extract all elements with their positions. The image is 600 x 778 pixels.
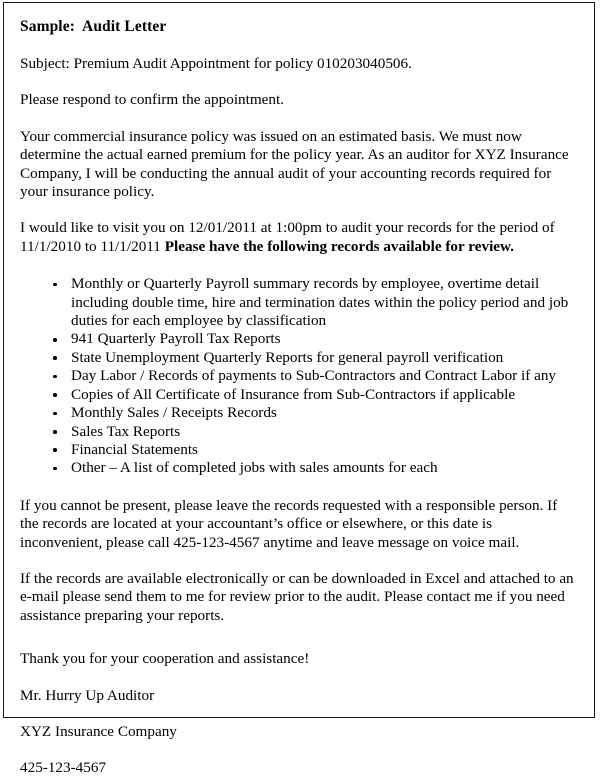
signature-phone: 425-123-4567 — [20, 759, 107, 777]
bullet-icon — [53, 448, 57, 452]
list-item — [20, 275, 583, 330]
list-item — [20, 330, 583, 348]
absence-paragraph: If you cannot be present, please leave the records requested with a responsible person. If the records are located at your accountant’s office or elsewhere, or this date is inconvenient, please call 425-123-4567 anytime and leave message on voice mail. — [20, 496, 558, 551]
spacer — [20, 741, 583, 759]
list-item — [20, 441, 583, 459]
bullet-icon — [53, 467, 57, 471]
spacer — [20, 110, 583, 128]
spacer — [20, 705, 583, 723]
spacer — [20, 669, 583, 687]
list-item-label: Copies of All Certificate of Insurance from Sub-Contractors if applicable — [71, 385, 516, 403]
list-item-label: Monthly or Quarterly Payroll summary records by employee, overtime detail including double time, hire and termination dates within the policy period and job duties for each employee by classification — [71, 275, 569, 330]
spacer — [20, 625, 583, 650]
subject-line: Subject: Premium Audit Appointment for policy 010203040506. — [20, 55, 412, 72]
bullet-icon — [53, 430, 57, 434]
list-item — [20, 459, 583, 477]
list-item — [20, 423, 583, 441]
bullet-icon — [53, 356, 57, 360]
bullet-icon — [53, 375, 57, 379]
spacer — [20, 36, 583, 55]
records-available-emphasis: Please have the following records available for review. — [164, 237, 514, 255]
spacer — [20, 73, 583, 91]
spacer — [20, 478, 583, 497]
bullet-icon — [53, 338, 57, 342]
list-item — [20, 349, 583, 367]
closing-line: Thank you for your cooperation and assistance! — [20, 650, 310, 668]
spacer — [20, 256, 583, 275]
bullet-icon — [53, 283, 57, 287]
intro-paragraph: Your commercial insurance policy was issued on an estimated basis. We must now determine the actual earned premium for the policy year. As an auditor for XYZ Insurance Company, I will be conducting the annual audit of your accounting records required for your insurance policy. — [20, 127, 569, 201]
list-item — [20, 404, 583, 422]
spacer — [20, 201, 583, 219]
list-item — [20, 386, 583, 404]
list-item-label: Other – A list of completed jobs with sales amounts for each — [71, 459, 438, 477]
spacer — [20, 552, 583, 570]
list-item-label: Sales Tax Reports — [71, 422, 181, 440]
signature-company: XYZ Insurance Company — [20, 722, 177, 740]
list-item-label: Financial Statements — [71, 440, 198, 458]
letter-document — [3, 2, 595, 777]
records-list — [20, 275, 583, 477]
list-item-label: State Unemployment Quarterly Reports for general payroll verification — [71, 348, 504, 366]
page-title: Sample: Audit Letter — [20, 18, 167, 35]
bullet-icon — [53, 393, 57, 397]
respond-line: Please respond to confirm the appointment. — [20, 91, 285, 109]
list-item-label: Monthly Sales / Receipts Records — [71, 404, 277, 422]
list-item — [20, 367, 583, 385]
electronic-paragraph: If the records are available electronically or can be downloaded in Excel and attached to an e-mail please send them to me for review prior to the audit. Please contact me if you need assistance preparing your reports. — [20, 569, 574, 624]
visit-paragraph — [20, 219, 583, 256]
signature-name: Mr. Hurry Up Auditor — [20, 686, 155, 704]
list-item-label: Day Labor / Records of payments to Sub-Contractors and Contract Labor if any — [71, 367, 557, 385]
visit-paragraph-plain: I would like to visit you on 12/01/2011 at 1:00pm to audit your records for the period of 11/1/2010 to 11/1/2011 — [20, 219, 555, 255]
list-item-label: 941 Quarterly Payroll Tax Reports — [71, 330, 281, 348]
bullet-icon — [53, 412, 57, 416]
